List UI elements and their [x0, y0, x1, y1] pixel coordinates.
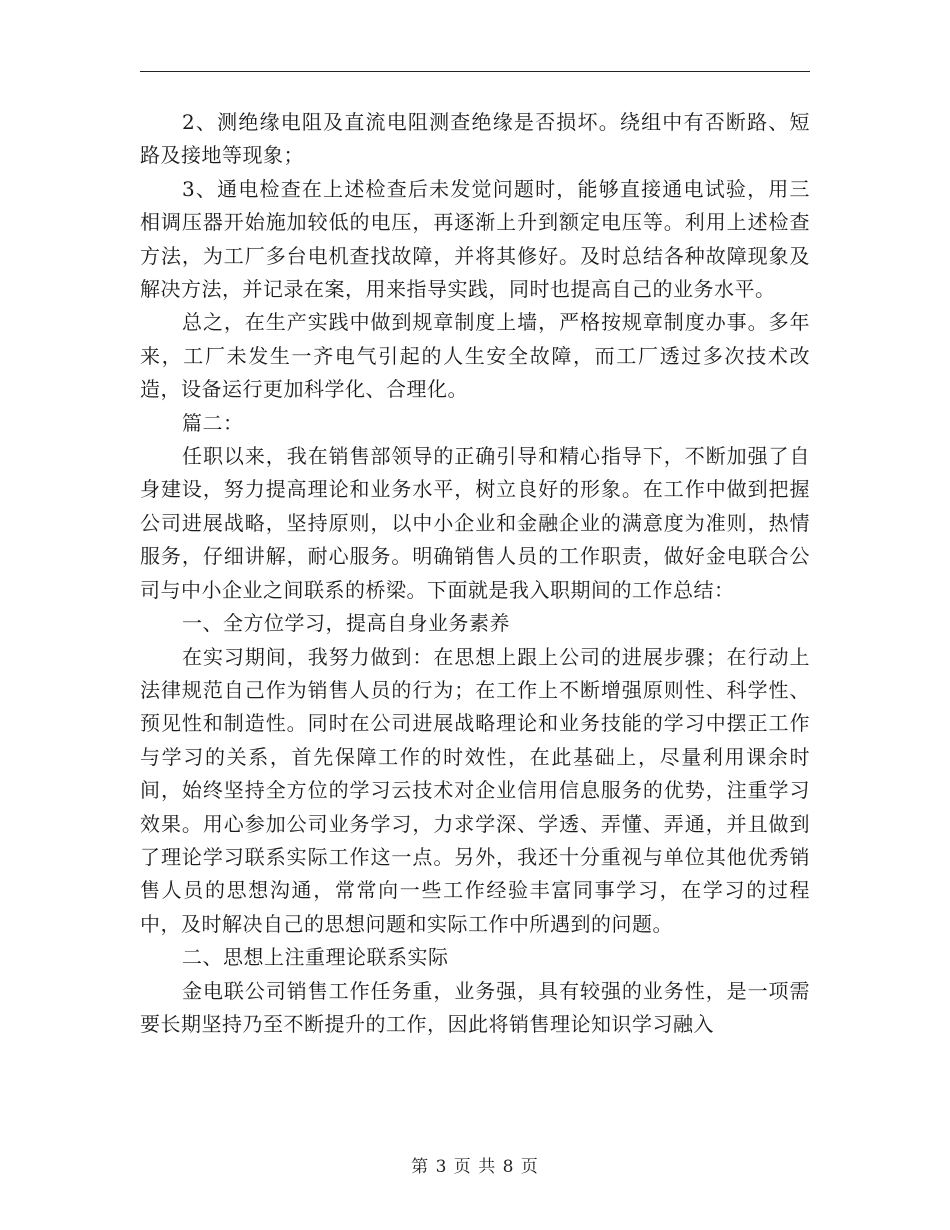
paragraph: 任职以来，我在销售部领导的正确引导和精心指导下，不断加强了自身建设，努力提高理论和业务水平，树立良好的形象。在工作中做到把握公司进展战略，坚持原则，以中小企业和金融企业的满意度为准则，热情服务，仔细讲解，耐心服务。明确销售人员的工作职责，做好金电联合公司与中小企业之间联系的桥梁。下面就是我入职期间的工作总结： — [140, 444, 810, 602]
document-body — [140, 106, 810, 1041]
footer-suffix: 页 — [520, 1157, 539, 1177]
paragraph: 2、测绝缘电阻及直流电阻测查绝缘是否损坏。绕组中有否断路、短路及接地等现象； — [140, 110, 810, 168]
section-heading: 一、全方位学习，提高自身业务素养 — [182, 611, 510, 636]
section-heading: 篇二： — [182, 410, 244, 435]
footer-prefix: 第 — [411, 1157, 430, 1177]
total-page-count: 8 — [502, 1157, 515, 1177]
paragraph: 3、通电检查在上述检查后未发觉问题时，能够直接通电试验，用三相调压器开始施加较低的电压，再逐渐上升到额定电压等。利用上述检查方法，为工厂多台电机查找故障，并将其修好。及时总结各种故障现象及解决方法，并记录在案，用来指导实践，同时也提高自己的业务水平。 — [140, 176, 810, 302]
header-rule — [140, 71, 810, 72]
current-page-number: 3 — [435, 1157, 448, 1177]
paragraph: 总之，在生产实践中做到规章制度上墙，严格按规章制度办事。多年来，工厂未发生一齐电气引起的人生安全故障，而工厂透过多次技术改造，设备运行更加科学化、合理化。 — [140, 310, 810, 402]
footer-middle: 页 共 — [453, 1157, 497, 1177]
paragraph: 金电联公司销售工作任务重，业务强，具有较强的业务性，是一项需要长期坚持乃至不断提升的工作，因此将销售理论知识学习融入 — [140, 978, 810, 1036]
page-footer — [0, 1152, 950, 1177]
section-heading: 二、思想上注重理论联系实际 — [182, 945, 449, 970]
paragraph: 在实习期间，我努力做到：在思想上跟上公司的进展步骤；在行动上法律规范自己作为销售人员的行为；在工作上不断增强原则性、科学性、预见性和制造性。同时在公司进展战略理论和业务技能的学习中摆正工作与学习的关系，首先保障工作的时效性，在此基础上，尽量利用课余时间，始终坚持全方位的学习云技术对企业信用信息服务的优势，注重学习效果。用心参加公司业务学习，力求学深、学透、弄懂、弄通，并且做到了理论学习联系实际工作这一点。另外，我还十分重视与单位其他优秀销售人员的思想沟通，常常向一些工作经验丰富同事学习，在学习的过程中，及时解决自己的思想问题和实际工作中所遇到的问题。 — [140, 644, 810, 936]
